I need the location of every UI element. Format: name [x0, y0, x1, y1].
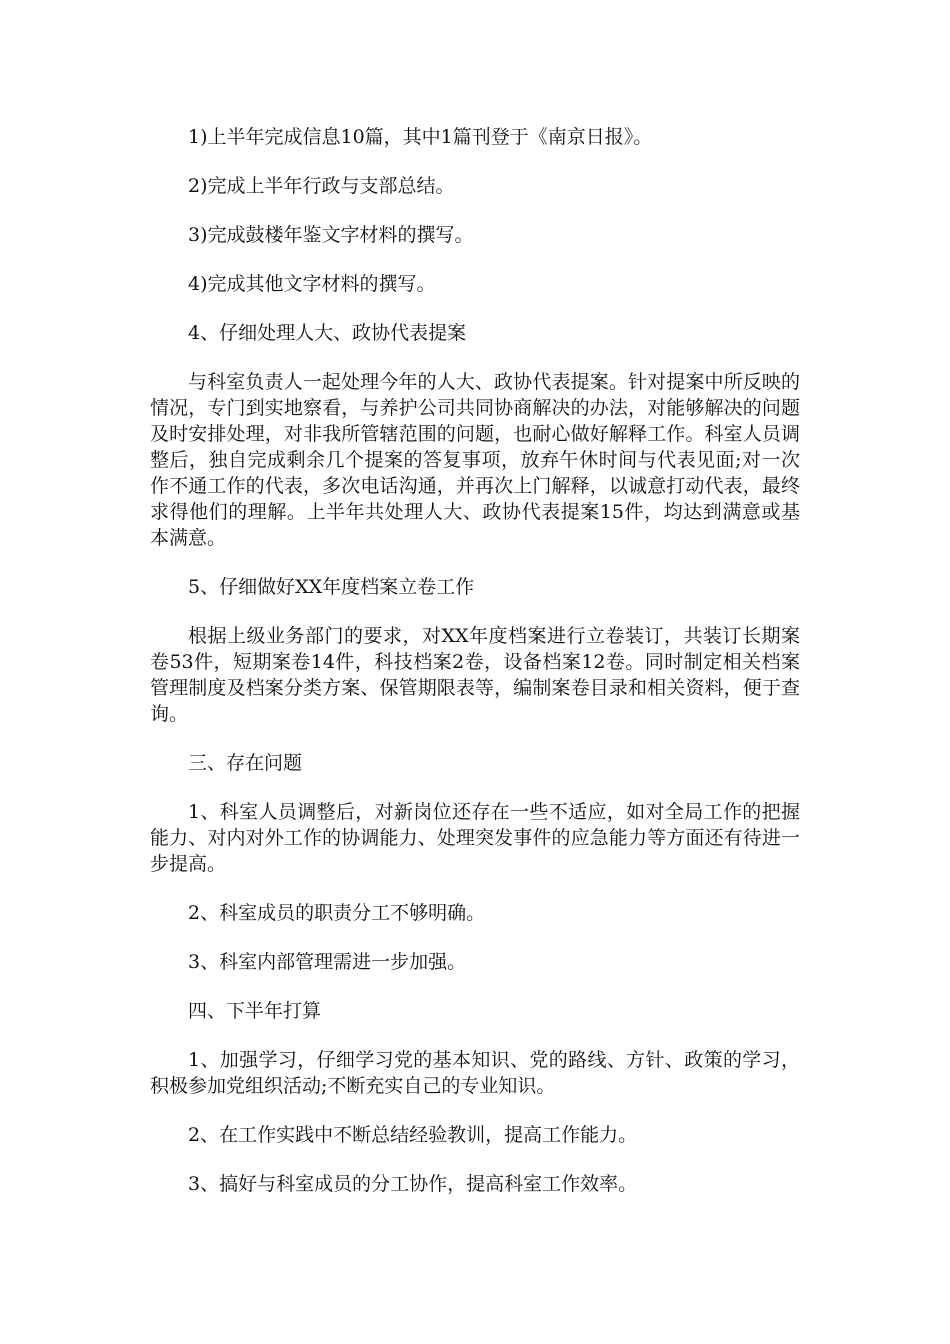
- paragraph-problem-3: 3、科室内部管理需进一步加强。: [188, 951, 467, 973]
- paragraph-problem-1: 1、科室人员调整后，对新岗位还存在一些不适应，如对全局工作的把握能力、对内对外工作的协调能力、处理突发事件的应急能力等方面还有待进一步提高。: [150, 801, 800, 875]
- paragraph-plan-2: 2、在工作实践中不断总结经验教训，提高工作能力。: [188, 1124, 638, 1146]
- heading-archives: 5、仔细做好XX年度档案立卷工作: [188, 576, 475, 598]
- paragraph-archives: 根据上级业务部门的要求，对XX年度档案进行立卷装订，共装订长期案卷53件，短期案卷14件，科技档案2卷，设备档案12卷。同时制定相关档案管理制度及档案分类方案、保管期限表等，编制案卷目录和相关资料，便于查询。: [150, 625, 800, 725]
- paragraph-other-materials: 4)完成其他文字材料的撰写。: [188, 273, 436, 295]
- heading-plans: 四、下半年打算: [188, 1000, 322, 1022]
- heading-problems: 三、存在问题: [188, 752, 303, 774]
- paragraph-yearbook: 3)完成鼓楼年鉴文字材料的撰写。: [188, 224, 474, 246]
- document-body: [150, 124, 800, 1220]
- paragraph-plan-3: 3、搞好与科室成员的分工协作，提高科室工作效率。: [188, 1173, 638, 1195]
- paragraph-plan-1: 1、加强学习，仔细学习党的基本知识、党的路线、方针、政策的学习，积极参加党组织活动;不断充实自己的专业知识。: [150, 1049, 800, 1097]
- paragraph-info-count: 1)上半年完成信息10篇，其中1篇刊登于《南京日报》。: [188, 126, 653, 148]
- paragraph-proposals: 与科室负责人一起处理今年的人大、政协代表提案。针对提案中所反映的情况，专门到实地察看，与养护公司共同协商解决的办法，对能够解决的问题及时安排处理，对非我所管辖范围的问题，也耐心做好解释工作。科室人员调整后，独自完成剩余几个提案的答复事项，放弃午休时间与代表见面;对一次作不通工作的代表，多次电话沟通，并再次上门解释，以诚意打动代表，最终求得他们的理解。上半年共处理人大、政协代表提案15件，均达到满意或基本满意。: [150, 371, 800, 549]
- heading-proposals: 4、仔细处理人大、政协代表提案: [188, 322, 467, 344]
- paragraph-problem-2: 2、科室成员的职责分工不够明确。: [188, 902, 486, 924]
- paragraph-summary: 2)完成上半年行政与支部总结。: [188, 175, 455, 197]
